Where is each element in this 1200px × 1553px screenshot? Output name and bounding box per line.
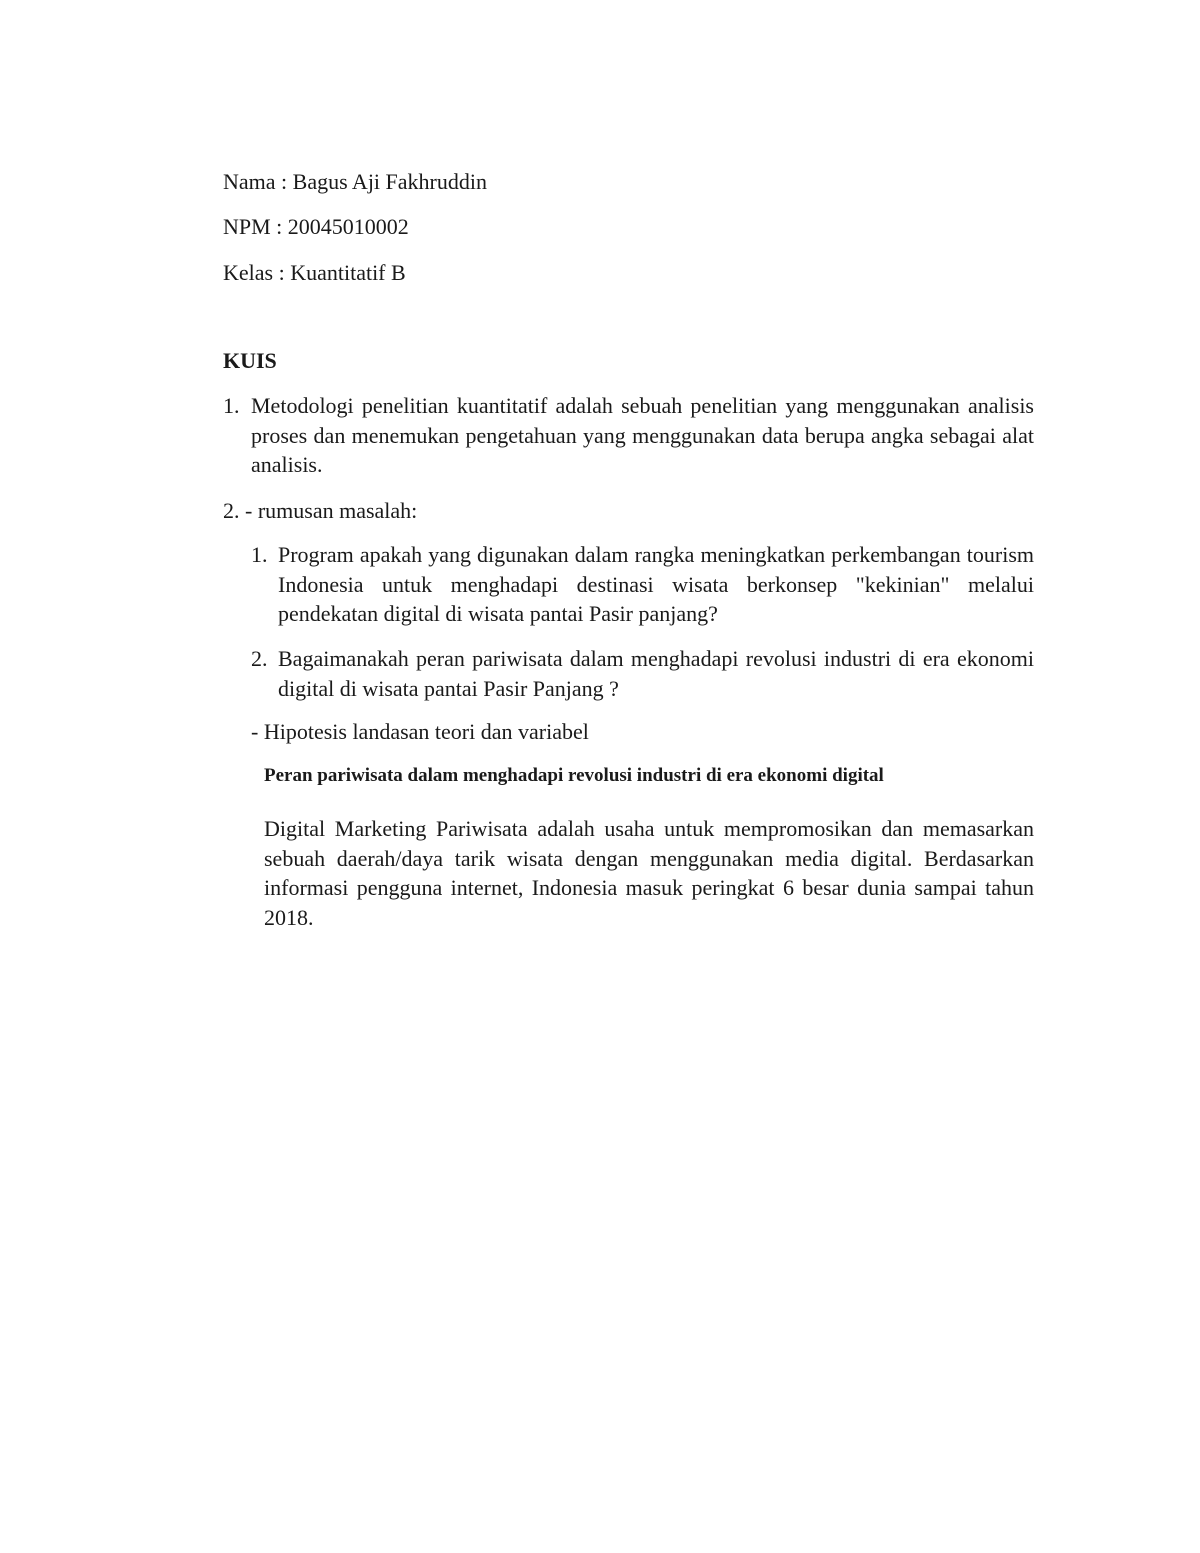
student-name: Nama : Bagus Aji Fakhruddin xyxy=(223,169,487,194)
problem-2-text: Bagaimanakah peran pariwisata dalam menghadapi revolusi industri di era ekonomi digital di wisata pantai Pasir Panjang ? xyxy=(278,646,1034,701)
answer-1-text: Metodologi penelitian kuantitatif adalah sebuah penelitian yang menggunakan analisis proses dan menemukan pengetahuan yang menggunakan data berupa angka sebagai alat analisis. xyxy=(251,393,1034,477)
section-paragraph: Digital Marketing Pariwisata adalah usaha untuk mempromosikan dan memasarkan sebuah daerah/daya tarik wisata dengan menggunakan media digital. Berdasarkan informasi pengguna internet, Indonesia masuk peringkat 6 besar dunia sampai tahun 2018. xyxy=(264,816,1034,930)
student-npm: NPM : 20045010002 xyxy=(223,214,409,239)
answer-2-heading: 2. - rumusan masalah: xyxy=(223,498,418,523)
answer-1-number: 1. xyxy=(223,393,240,418)
student-class: Kelas : Kuantitatif B xyxy=(223,260,406,285)
problem-1-number: 1. xyxy=(251,542,268,567)
hypothesis-heading: - Hipotesis landasan teori dan variabel xyxy=(251,719,589,744)
problem-2-number: 2. xyxy=(251,646,268,671)
problem-1-text: Program apakah yang digunakan dalam rangka meningkatkan perkembangan tourism Indonesia untuk menghadapi destinasi wisata berkonsep "kekinian" melalui pendekatan digital di wisata pantai Pasir panjang? xyxy=(278,542,1034,626)
quiz-title: KUIS xyxy=(223,348,277,373)
section-title: Peran pariwisata dalam menghadapi revolusi industri di era ekonomi digital xyxy=(264,765,884,786)
